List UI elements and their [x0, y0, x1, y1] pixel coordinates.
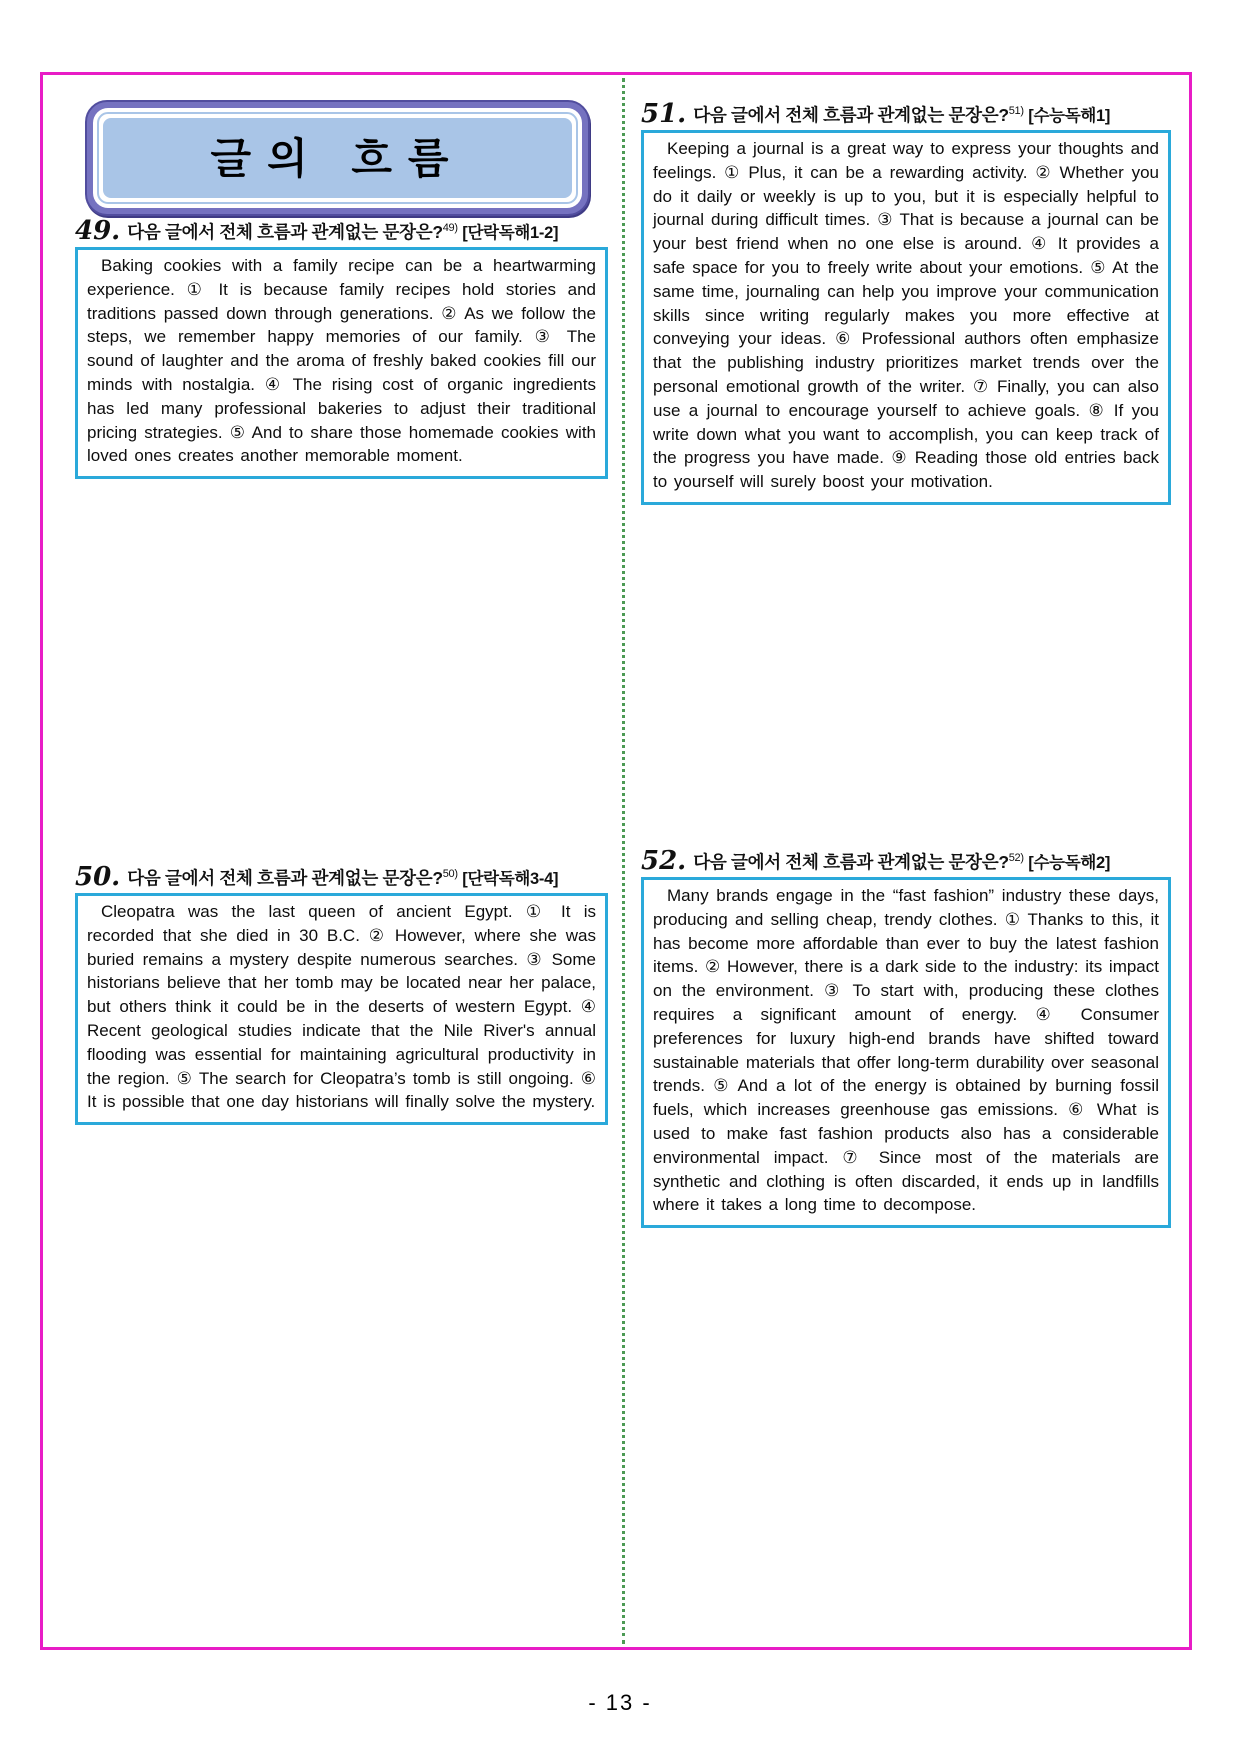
question-50-prompt: [127, 869, 558, 888]
chapter-title-ring-outer: [93, 108, 582, 208]
question-51-prompt: [693, 106, 1110, 125]
question-50-source: [단락독해3-4]: [462, 869, 559, 888]
question-52-number: 52.: [641, 846, 687, 876]
question-52: [641, 846, 1171, 1228]
column-separator: [622, 78, 625, 1644]
question-52-prompt-text: 다음 글에서 전체 흐름과 관계없는 문장은?: [693, 851, 1009, 872]
question-52-source: [수능독해2]: [1028, 853, 1111, 872]
question-51-source: [수능독해1]: [1028, 106, 1111, 125]
question-49-header: [75, 216, 608, 246]
question-52-header: [641, 846, 1171, 876]
page-number: - 13 -: [588, 1690, 652, 1715]
question-50-number: 50.: [75, 862, 121, 892]
question-49-number: 49.: [75, 216, 121, 246]
question-49: [75, 216, 608, 479]
question-52-passage-box: [641, 877, 1171, 1228]
question-51: [641, 99, 1171, 505]
chapter-title-box: [85, 100, 590, 216]
question-49-passage-text: Baking cookies with a family recipe can be a heartwarming experience. ① It is because family recipes hold stories and traditions passed down through generations. ② As we follow the steps, we remember happy memories of our family. ③ The sound of laughter and the aroma of freshly baked cookies fill our minds with nostalgia. ④ The rising cost of organic ingredients has led many professional bakeries to adjust their traditional pricing strategies. ⑤ And to share those homemade cookies with loved ones creates another memorable moment.: [87, 256, 596, 466]
question-51-prompt-text: 다음 글에서 전체 흐름과 관계없는 문장은?: [693, 104, 1009, 125]
question-49-source: [단락독해1-2]: [462, 223, 559, 242]
question-50-passage-text: Cleopatra was the last queen of ancient Egypt. ① It is recorded that she died in 30 B.C. ② However, where she was buried remains a mystery despite numerous searches. ③ Some historians believe that her tomb may be located near her palace, but others think it could be in the deserts of western Egypt. ④ Recent geological studies indicate that the Nile River's annual flooding was essential for maintaining agricultural productivity in the region. ⑤ The search for Cleopatra’s tomb is still ongoing. ⑥ It is possible that one day historians will finally solve the mystery.: [87, 902, 596, 1112]
question-51-header: [641, 99, 1171, 129]
question-51-number: 51.: [641, 99, 687, 129]
question-50-passage-box: [75, 893, 608, 1125]
question-51-passage-box: [641, 130, 1171, 505]
question-50-footnote-marker: 50): [442, 868, 458, 881]
question-49-prompt-text: 다음 글에서 전체 흐름과 관계없는 문장은?: [127, 221, 443, 242]
question-49-footnote-marker: 49): [442, 222, 458, 235]
chapter-title: 글의 흐름: [210, 135, 465, 182]
question-51-footnote-marker: 51): [1008, 105, 1024, 118]
chapter-title-fill: [103, 118, 572, 198]
question-50-header: [75, 862, 608, 892]
question-51-passage-text: Keeping a journal is a great way to express your thoughts and feelings. ① Plus, it can be a rewarding activity. ② Whether you do it daily or weekly is up to you, but it is especially helpful to journal during difficult times. ③ That is because a journal can be your best friend when no one else is around. ④ It provides a safe space for you to freely write about your emotions. ⑤ At the same time, journaling can help you improve your communication skills since writing regularly makes you more effective at conveying your ideas. ⑥ Professional authors often emphasize that the publishing industry prioritizes market trends over the personal emotional growth of the writer. ⑦ Finally, you can also use a journal to encourage yourself to achieve goals. ⑧ If you write down what you want to accomplish, you can keep track of the progress you have made. ⑨ Reading those old entries back to yourself will surely boost your motivation.: [653, 139, 1159, 492]
question-50-prompt-text: 다음 글에서 전체 흐름과 관계없는 문장은?: [127, 867, 443, 888]
question-52-prompt: [693, 853, 1110, 872]
question-49-prompt: [127, 223, 558, 242]
question-52-passage-text: Many brands engage in the “fast fashion” industry these days, producing and selling cheap, trendy clothes. ① Thanks to this, it has become more affordable than ever to buy the latest fashion items. ② However, there is a dark side to the industry: its impact on the environment. ③ To start with, producing these clothes requires a significant amount of energy. ④ Consumer preferences for luxury high-end brands have shifted toward sustainable materials that offer long-term durability over seasonal trends. ⑤ And a lot of the energy is obtained by burning fossil fuels, which increases greenhouse gas emissions. ⑥ What is used to make fast fashion products also has a considerable environmental impact. ⑦ Since most of the materials are synthetic and clothing is often discarded, it ends up in landfills where it takes a long time to decompose.: [653, 886, 1159, 1215]
chapter-title-ring-inner: [97, 112, 578, 204]
question-49-passage-box: [75, 247, 608, 479]
question-52-footnote-marker: 52): [1008, 852, 1024, 865]
question-50: [75, 862, 608, 1125]
